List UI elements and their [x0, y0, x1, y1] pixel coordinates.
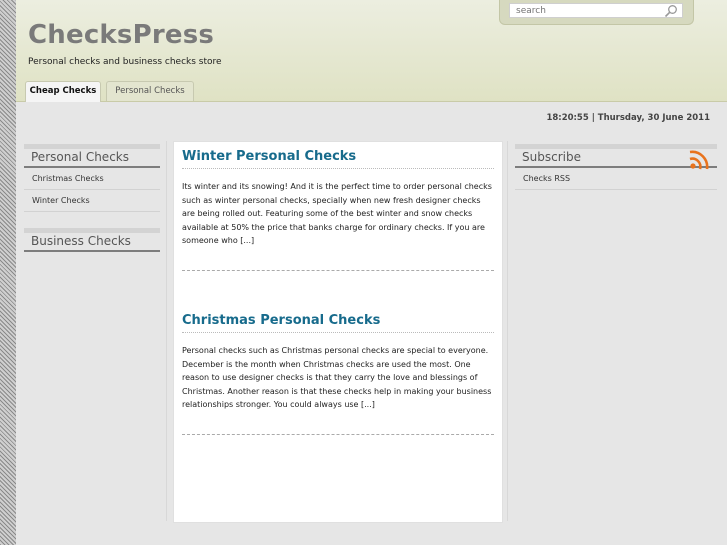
post-divider [182, 434, 494, 435]
post-divider [182, 270, 494, 271]
checks-rss-link[interactable]: Checks RSS [515, 168, 717, 190]
column-divider [507, 141, 508, 521]
column-divider [166, 141, 167, 521]
subscribe-title: Subscribe [522, 150, 581, 164]
main-content [173, 141, 503, 523]
subscribe-heading [515, 144, 717, 168]
search-input[interactable] [509, 3, 683, 18]
post-title[interactable]: Winter Personal Checks [182, 149, 494, 169]
right-sidebar [515, 144, 717, 190]
post [182, 313, 494, 412]
search-icon[interactable] [663, 4, 679, 18]
personal-checks-list [24, 168, 160, 212]
post-excerpt: Its winter and its snowing! And it is the perfect time to order personal checks such as winter personal checks, specially when new fresh designer checks are being rolled out. Featuring some of the best winter and snow checks available at 50% the price that banks charge for ordinary checks. If you are someone who [...] [182, 182, 492, 245]
subscribe-list [515, 168, 717, 190]
page [16, 0, 727, 545]
sidebar-item-winter-checks[interactable]: Winter Checks [24, 190, 160, 212]
sidebar-item-christmas-checks[interactable]: Christmas Checks [24, 168, 160, 190]
left-sidebar [24, 144, 160, 252]
search-box [499, 0, 694, 25]
site-title[interactable]: ChecksPress [28, 20, 215, 50]
site-tagline: Personal checks and business checks store [28, 57, 222, 67]
post-excerpt: Personal checks such as Christmas personal checks are special to everyone. December is the month when Christmas checks are used the most. One reason to use designer checks is that they carry the love and blessings of Christmas. Another reason is that these checks help in making your business relationships stronger. You could always use [...] [182, 346, 492, 409]
rss-icon[interactable] [687, 150, 717, 170]
tab-cheap-checks[interactable]: Cheap Checks [25, 81, 101, 102]
site-header [16, 0, 727, 102]
business-checks-heading: Business Checks [24, 228, 160, 252]
left-edge-hatch [0, 0, 16, 545]
post-title[interactable]: Christmas Personal Checks [182, 313, 494, 333]
date-time: 18:20:55 | Thursday, 30 June 2011 [546, 113, 710, 123]
tab-personal-checks[interactable]: Personal Checks [106, 81, 194, 101]
post [182, 149, 494, 248]
personal-checks-heading: Personal Checks [24, 144, 160, 168]
